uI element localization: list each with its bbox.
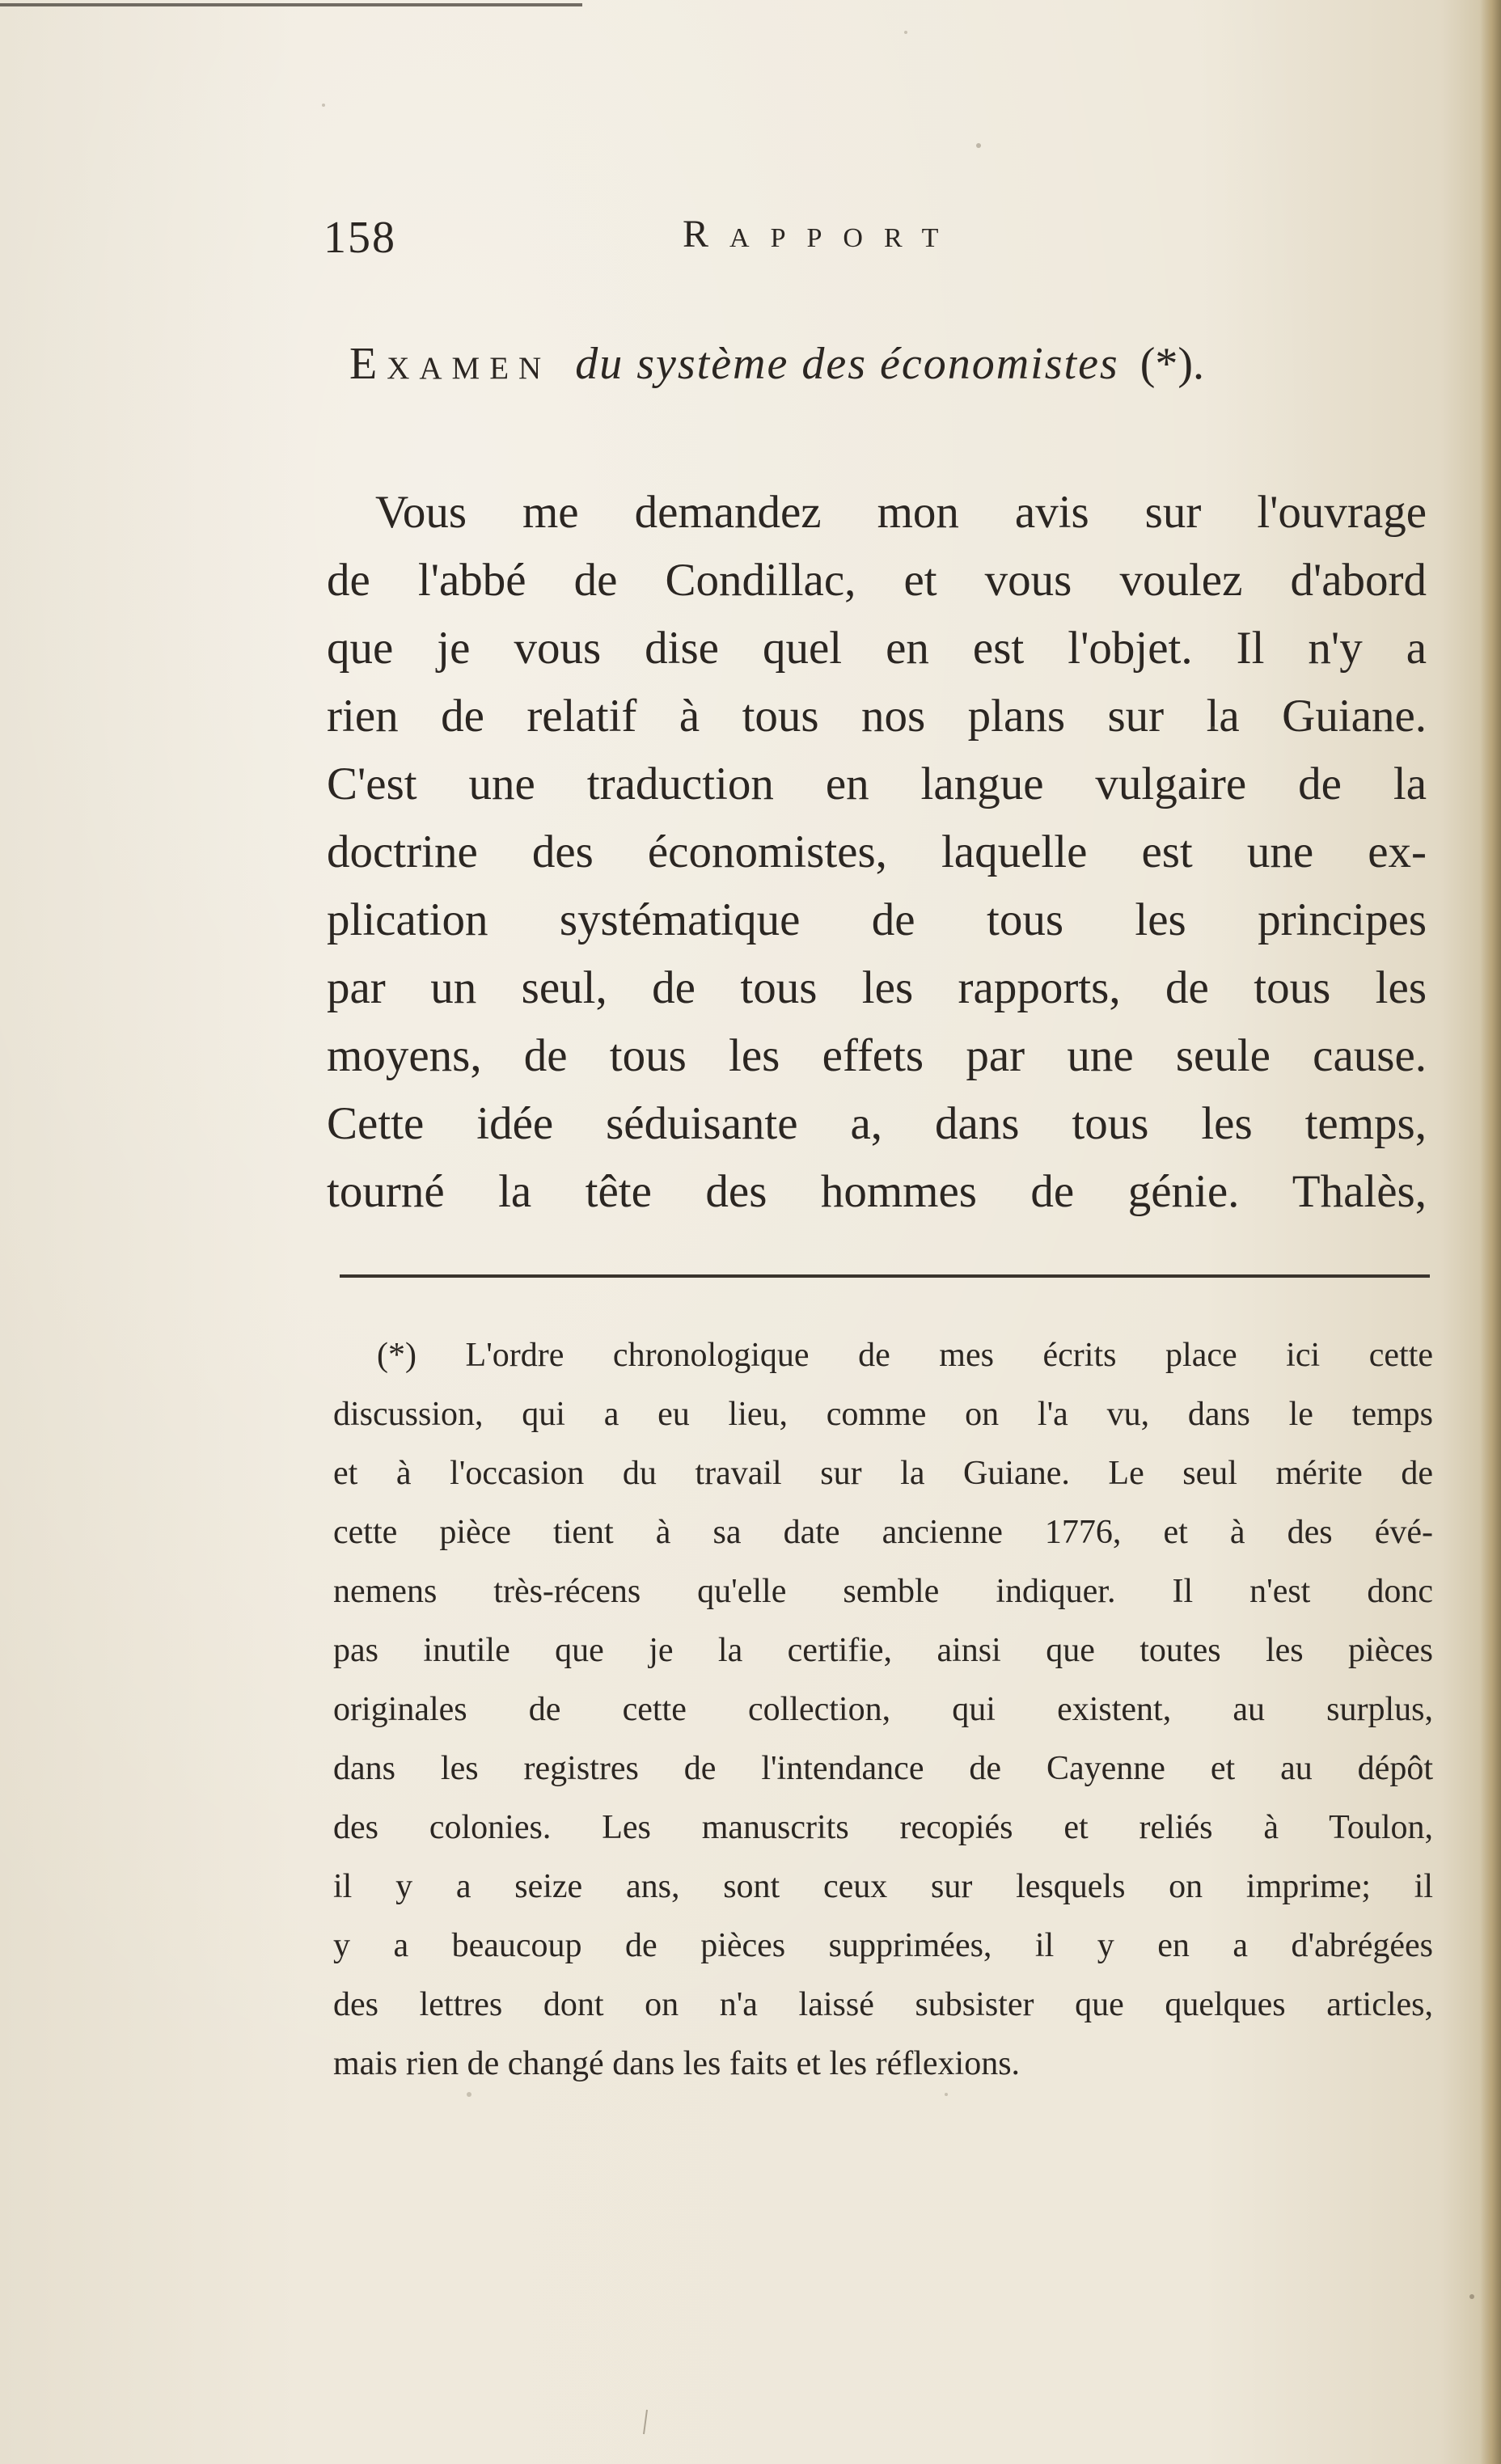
footnote-line: dans les registres de l'intendance de Cayenne et au dépôt bbox=[333, 1750, 1433, 1787]
section-title-lead: Examen bbox=[349, 339, 552, 389]
section-title-italic: du système des économistes bbox=[575, 339, 1119, 389]
body-line: de l'abbé de Condillac, et vous voulez d'abord bbox=[327, 555, 1427, 606]
footnote-line: discussion, qui a eu lieu, comme on l'a vu, dans le temps bbox=[333, 1396, 1433, 1433]
footnote-line: y a beaucoup de pièces supprimées, il y en a d'abrégées bbox=[333, 1927, 1433, 1964]
footnote-line: des colonies. Les manuscrits recopiés et reliés à Toulon, bbox=[333, 1809, 1433, 1846]
footnote-line: il y a seize ans, sont ceux sur lesquels on imprime; il bbox=[333, 1868, 1433, 1905]
footnote-line: cette pièce tient à sa date ancienne 1776, et à des évé- bbox=[333, 1514, 1433, 1551]
body-line: Vous me demandez mon avis sur l'ouvrage bbox=[375, 487, 1427, 538]
body-line: que je vous dise quel en est l'objet. Il n'y a bbox=[327, 623, 1427, 674]
footnote-line: pas inutile que je la certifie, ainsi que toutes les pièces bbox=[333, 1632, 1433, 1669]
body-line: plication systématique de tous les principes bbox=[327, 894, 1427, 945]
running-head: Rapport bbox=[683, 213, 960, 256]
body-line: par un seul, de tous les rapports, de tous les bbox=[327, 962, 1427, 1013]
footnote-line: et à l'occasion du travail sur la Guiane. Le seul mérite de bbox=[333, 1455, 1433, 1492]
body-line: tourné la tête des hommes de génie. Thalès, bbox=[327, 1166, 1427, 1217]
footnote-line: des lettres dont on n'a laissé subsister que quelques articles, bbox=[333, 1986, 1433, 2023]
footnote-line: (*) L'ordre chronologique de mes écrits place ici cette bbox=[377, 1337, 1433, 1374]
footnote bbox=[333, 1326, 1433, 2094]
footnote-line: nemens très-récens qu'elle semble indiquer. Il n'est donc bbox=[333, 1573, 1433, 1610]
top-edge-rule bbox=[0, 3, 582, 6]
body-line: doctrine des économistes, laquelle est une ex- bbox=[327, 826, 1427, 877]
footnote-divider bbox=[340, 1274, 1430, 1278]
body-line: moyens, de tous les effets par une seule cause. bbox=[327, 1030, 1427, 1081]
section-title bbox=[349, 338, 1401, 390]
body-line: C'est une traduction en langue vulgaire de la bbox=[327, 759, 1427, 809]
footnote-reference-mark: (*). bbox=[1139, 339, 1205, 389]
body-line: Cette idée séduisante a, dans tous les temps, bbox=[327, 1098, 1427, 1149]
page-number: 158 bbox=[323, 213, 396, 263]
page-edge-shadow bbox=[1480, 0, 1501, 2464]
footnote-line: originales de cette collection, qui existent, au surplus, bbox=[333, 1691, 1433, 1728]
body-text bbox=[327, 479, 1427, 1226]
body-line: rien de relatif à tous nos plans sur la Guiane. bbox=[327, 691, 1427, 742]
footnote-line: mais rien de changé dans les faits et les réflexions. bbox=[333, 2045, 1021, 2082]
page-header bbox=[323, 212, 1132, 268]
